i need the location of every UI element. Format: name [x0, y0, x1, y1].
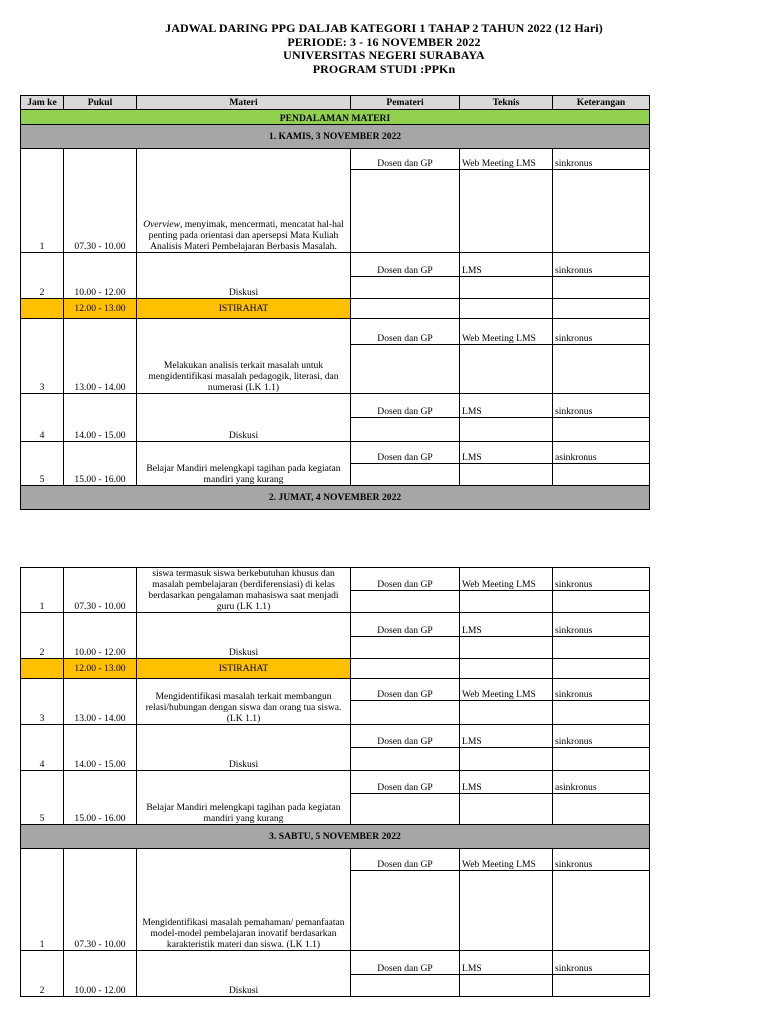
keterangan-cell: sinkronus	[553, 568, 650, 591]
section-title: PENDALAMAN MATERI	[21, 110, 650, 125]
materi-cell	[137, 149, 351, 253]
break-time: 12.00 - 13.00	[64, 299, 137, 319]
teknis-cell: Web Meeting LMS	[460, 149, 553, 170]
teknis-cell: LMS	[460, 442, 553, 464]
pemateri-cell: Dosen dan GP	[351, 319, 460, 345]
pemateri-cell: Dosen dan GP	[351, 394, 460, 418]
col-teknis: Teknis	[460, 96, 553, 110]
study-program: PROGRAM STUDI :PPKn	[312, 61, 456, 76]
keterangan-cell: sinkronus	[553, 253, 650, 277]
materi-cell: Diskusi	[137, 725, 351, 771]
day-title: 1. KAMIS, 3 NOVEMBER 2022	[21, 125, 650, 149]
pemateri-cell: Dosen dan GP	[351, 149, 460, 170]
keterangan-cell: sinkronus	[553, 319, 650, 345]
day-title: 2. JUMAT, 4 NOVEMBER 2022	[21, 486, 650, 510]
pemateri-cell: Dosen dan GP	[351, 725, 460, 748]
teknis-cell: Web Meeting LMS	[460, 319, 553, 345]
pemateri-cell: Dosen dan GP	[351, 442, 460, 464]
materi-cell: siswa termasuk siswa berkebutuhan khusus dan masalah pembelajaran (berdiferensiasi) di kelas berdasarkan pengalaman mahasiswa saat menjadi guru (LK 1.1)	[137, 568, 351, 613]
keterangan-cell: sinkronus	[553, 149, 650, 170]
materi-emphasis: Overview	[143, 219, 180, 230]
materi-cell: Belajar Mandiri melengkapi tagihan pada kegiatan mandiri yang kurang	[137, 442, 351, 486]
pukul-cell: 10.00 - 12.00	[64, 253, 137, 299]
pemateri-cell: Dosen dan GP	[351, 568, 460, 591]
teknis-cell: LMS	[460, 253, 553, 277]
teknis-cell: LMS	[460, 951, 553, 975]
materi-cell: Mengidentifikasi masalah terkait membangun relasi/hubungan dengan siswa dan orang tua siswa. (LK 1.1)	[137, 679, 351, 725]
jam-cell: 5	[21, 442, 64, 486]
pukul-cell: 14.00 - 15.00	[64, 394, 137, 442]
pukul-cell: 10.00 - 12.00	[64, 613, 137, 659]
teknis-cell: LMS	[460, 394, 553, 418]
pemateri-cell: Dosen dan GP	[351, 951, 460, 975]
pukul-cell: 13.00 - 14.00	[64, 679, 137, 725]
jam-cell: 2	[21, 253, 64, 299]
break-label: ISTIRAHAT	[137, 299, 351, 319]
university-name: UNIVERSITAS NEGERI SURABAYA	[283, 48, 485, 62]
keterangan-cell: sinkronus	[553, 394, 650, 418]
schedule-table-day1	[20, 95, 650, 510]
materi-cell: Diskusi	[137, 613, 351, 659]
keterangan-cell: sinkronus	[553, 849, 650, 871]
col-pemateri: Pemateri	[351, 96, 460, 110]
pukul-cell: 15.00 - 16.00	[64, 442, 137, 486]
jam-cell: 3	[21, 319, 64, 394]
jam-cell: 4	[21, 394, 64, 442]
teknis-cell: Web Meeting LMS	[460, 679, 553, 701]
jam-cell: 2	[21, 951, 64, 997]
keterangan-cell: sinkronus	[553, 951, 650, 975]
col-pukul: Pukul	[64, 96, 137, 110]
teknis-cell: LMS	[460, 613, 553, 637]
pukul-cell: 07.30 - 10.00	[64, 149, 137, 253]
schedule-table-day2	[20, 567, 650, 997]
materi-text: , menyimak, mencermati, mencatat hal-hal penting pada orientasi dan apersepsi Mata Kuliah Analisis Materi Pembelajaran Berbasis Masalah.	[148, 219, 344, 252]
jam-cell: 1	[21, 149, 64, 253]
pemateri-cell: Dosen dan GP	[351, 613, 460, 637]
pukul-cell: 15.00 - 16.00	[64, 771, 137, 825]
jam-cell: 2	[21, 613, 64, 659]
col-materi: Materi	[137, 96, 351, 110]
pemateri-cell: Dosen dan GP	[351, 679, 460, 701]
materi-cell: Mengidentifikasi masalah pemahaman/ pemanfaatan model-model pembelajaran inovatif berdasarkan karakteristik materi dan siswa. (LK 1.1)	[137, 849, 351, 951]
jam-cell: 1	[21, 849, 64, 951]
pukul-cell: 07.30 - 10.00	[64, 849, 137, 951]
pukul-cell: 14.00 - 15.00	[64, 725, 137, 771]
materi-cell: Diskusi	[137, 394, 351, 442]
schedule-period: PERIODE: 3 - 16 NOVEMBER 2022	[287, 34, 481, 49]
pukul-cell: 07.30 - 10.00	[64, 568, 137, 613]
day-title: 3. SABTU, 5 NOVEMBER 2022	[21, 825, 650, 849]
keterangan-cell: asinkronus	[553, 442, 650, 464]
keterangan-cell: sinkronus	[553, 725, 650, 748]
break-label: ISTIRAHAT	[137, 659, 351, 679]
materi-cell: Melakukan analisis terkait masalah untuk mengidentifikasi masalah pedagogik, literasi, dan numerasi (LK 1.1)	[137, 319, 351, 394]
teknis-cell: Web Meeting LMS	[460, 568, 553, 591]
pukul-cell: 13.00 - 14.00	[64, 319, 137, 394]
pemateri-cell: Dosen dan GP	[351, 849, 460, 871]
jam-cell: 3	[21, 679, 64, 725]
teknis-cell: Web Meeting LMS	[460, 849, 553, 871]
jam-cell: 4	[21, 725, 64, 771]
pukul-cell: 10.00 - 12.00	[64, 951, 137, 997]
materi-cell: Diskusi	[137, 951, 351, 997]
keterangan-cell: sinkronus	[553, 613, 650, 637]
teknis-cell: LMS	[460, 725, 553, 748]
document-header	[0, 22, 768, 76]
schedule-title: JADWAL DARING PPG DALJAB KATEGORI 1 TAHAP 2 TAHUN 2022 (12 Hari)	[165, 21, 603, 35]
teknis-cell: LMS	[460, 771, 553, 794]
col-keterangan: Keterangan	[553, 96, 650, 110]
col-jam-ke: Jam ke	[21, 96, 64, 110]
materi-cell: Belajar Mandiri melengkapi tagihan pada kegiatan mandiri yang kurang	[137, 771, 351, 825]
jam-cell: 1	[21, 568, 64, 613]
keterangan-cell: sinkronus	[553, 679, 650, 701]
pemateri-cell: Dosen dan GP	[351, 771, 460, 794]
break-time: 12.00 - 13.00	[64, 659, 137, 679]
pemateri-cell: Dosen dan GP	[351, 253, 460, 277]
keterangan-cell: asinkronus	[553, 771, 650, 794]
jam-cell: 5	[21, 771, 64, 825]
materi-cell: Diskusi	[137, 253, 351, 299]
